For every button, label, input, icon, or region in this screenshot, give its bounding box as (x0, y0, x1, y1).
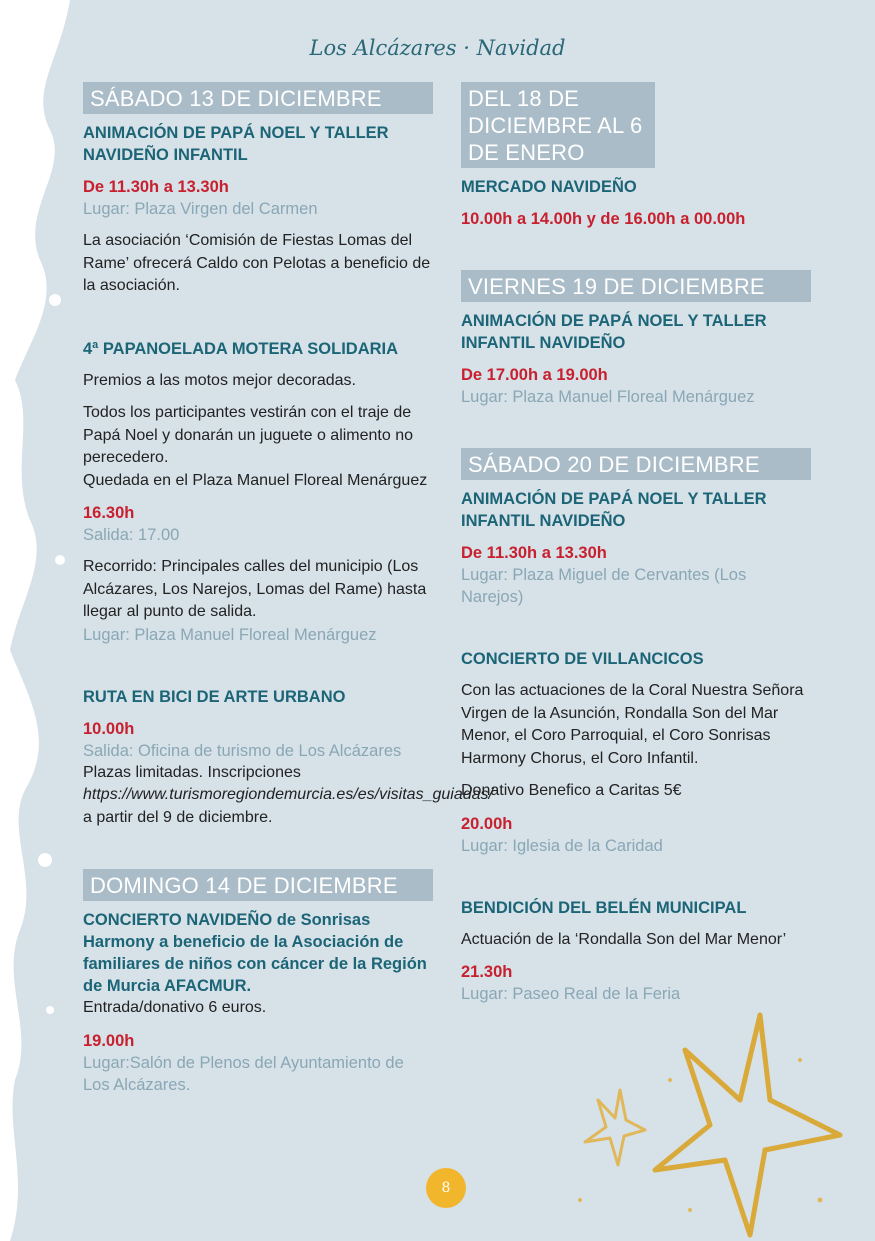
event-description: Todos los participantes vestirán con el traje de Papá Noel y donarán un juguete o alimento no perecedero. (83, 404, 414, 466)
event (461, 897, 811, 1006)
event-time: 19.00h (83, 1031, 135, 1050)
event-place: Lugar: Plaza Miguel de Cervantes (Los Narejos) (461, 566, 747, 606)
registration-link[interactable]: https://www.turismoregiondemurcia.es/es/visitas_guiadas/ (83, 786, 493, 803)
event-place: Lugar: Paseo Real de la Feria (461, 985, 681, 1003)
event (83, 122, 433, 298)
event-place: Lugar: Iglesia de la Caridad (461, 836, 663, 855)
event-description: Entrada/donativo 6 euros. (83, 999, 267, 1016)
event-description: Actuación de la ‘Rondalla Son del Mar Menor’ (461, 930, 787, 948)
event-time: 10.00h (83, 719, 135, 738)
event-departure: Salida: 17.00 (83, 526, 180, 544)
event-departure: Salida: Oficina de turismo de Los Alcázares (83, 741, 402, 760)
event-place: Lugar: Plaza Manuel Floreal Menárguez (461, 388, 755, 406)
event-title: BENDICIÓN DEL BELÉN MUNICIPAL (461, 898, 747, 917)
event-time: 16.30h (83, 504, 135, 522)
event-title: ANIMACIÓN DE PAPÁ NOEL Y TALLER NAVIDEÑO INFANTIL (83, 124, 389, 164)
event-time: De 11.30h a 13.30h (461, 544, 607, 562)
day-header: VIERNES 19 DE DICIEMBRE (461, 270, 811, 302)
right-column (461, 82, 811, 1005)
day-header: DEL 18 DE DICIEMBRE AL 6 DE ENERO (461, 82, 655, 168)
event (83, 909, 433, 1096)
event-description: Premios a las motos mejor decoradas. (83, 371, 356, 389)
event (461, 310, 811, 408)
day-header: DOMINGO 14 DE DICIEMBRE (83, 869, 433, 901)
page-header-title: Los Alcázares · Navidad (309, 36, 566, 60)
event (461, 488, 811, 608)
event-description: Quedada en el Plaza Manuel Floreal Menárguez (83, 471, 428, 489)
event-title: CONCIERTO NAVIDEÑO de Sonrisas Harmony a beneficio de la Asociación de familiares de niños con cáncer de la Región de Murcia AFACMUR. (83, 911, 427, 995)
event-description: Donativo Benefico a Caritas 5€ (461, 782, 682, 799)
event-time: 10.00h a 14.00h y de 16.00h a 00.00h (461, 210, 746, 228)
event-title: MERCADO NAVIDEÑO (461, 178, 637, 196)
event-place: Lugar: Plaza Virgen del Carmen (83, 200, 318, 218)
event-time: De 11.30h a 13.30h (83, 178, 229, 196)
event (83, 338, 433, 646)
event-place: Lugar: Plaza Manuel Floreal Menárguez (83, 625, 377, 644)
event-place: Lugar:Salón de Plenos del Ayuntamiento de Los Alcázares. (83, 1053, 404, 1094)
event-description: Con las actuaciones de la Coral Nuestra Señora Virgen de la Asunción, Rondalla Son del Mar Menor, el Coro Parroquial, el Coro Sonrisas Harmony Chorus, el Coro Infantil. (461, 682, 804, 767)
event-description: La asociación ‘Comisión de Fiestas Lomas del Rame’ ofrecerá Caldo con Pelotas a beneficio de la asociación. (83, 232, 431, 294)
registration-date-text: a partir del 9 de diciembre. (83, 808, 273, 826)
event-description: Recorrido: Principales calles del municipio (Los Alcázares, Los Narejos, Lomas del Rame) hasta llegar al punto de salida. (83, 558, 427, 620)
day-header: SÁBADO 20 DE DICIEMBRE (461, 448, 811, 480)
event-time: De 17.00h a 19.00h (461, 366, 608, 384)
event-title: 4ª PAPANOELADA MOTERA SOLIDARIA (83, 339, 399, 358)
day-header: SÁBADO 13 DE DICIEMBRE (83, 82, 433, 114)
event-title: ANIMACIÓN DE PAPÁ NOEL Y TALLER INFANTIL NAVIDEÑO (461, 490, 767, 530)
event (461, 648, 811, 857)
event-title: CONCIERTO DE VILLANCICOS (461, 650, 704, 668)
star-icon (560, 1000, 860, 1241)
event-title: RUTA EN BICI DE ARTE URBANO (83, 687, 346, 706)
event-time: 21.30h (461, 963, 513, 981)
event-time: 20.00h (461, 814, 513, 833)
event-title: ANIMACIÓN DE PAPÁ NOEL Y TALLER INFANTIL NAVIDEÑO (461, 312, 767, 352)
event (461, 176, 811, 230)
registration-text: Plazas limitadas. Inscripciones (83, 763, 301, 781)
page-number-badge: 8 (426, 1168, 466, 1208)
